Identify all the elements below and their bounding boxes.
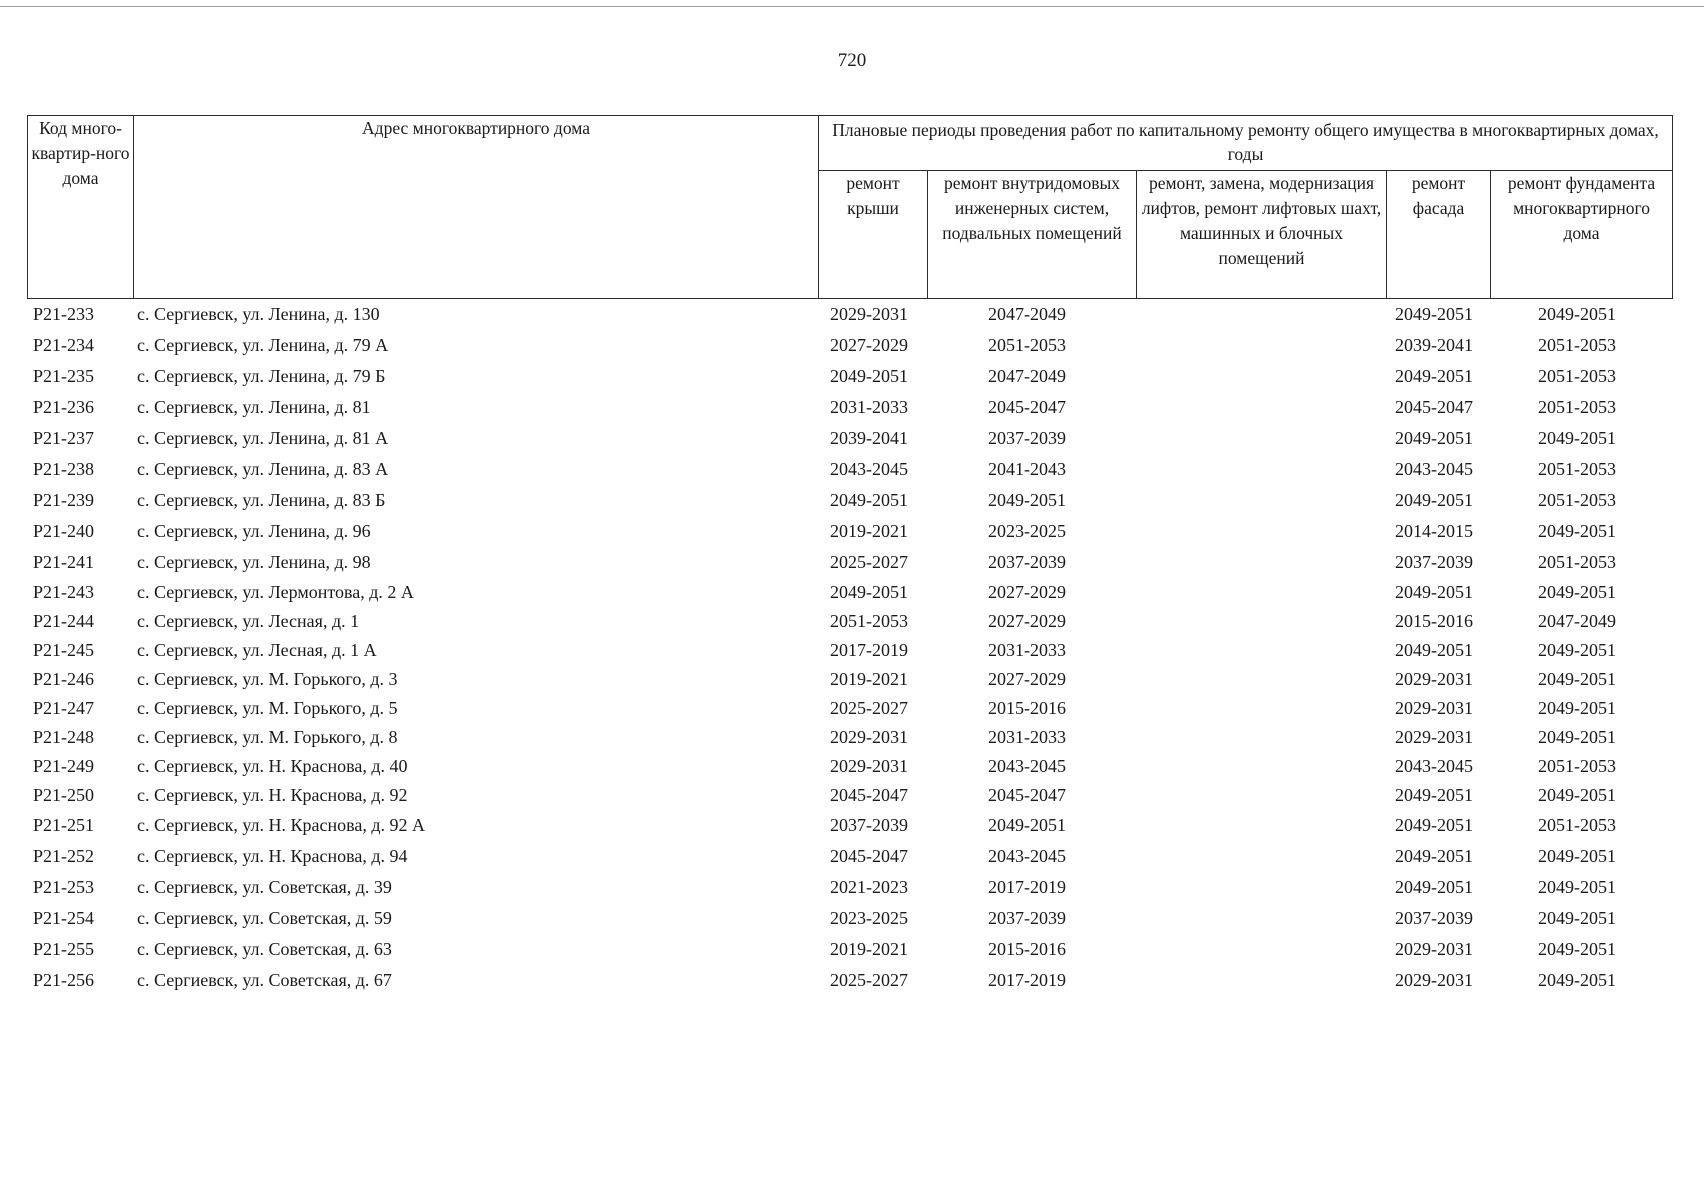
- page-number: 720: [837, 50, 867, 71]
- cell-foundation: 2051-2053: [1538, 366, 1616, 386]
- cell-roof: 2029-2031: [830, 756, 908, 776]
- table-row: [0, 423, 1704, 453]
- cell-facade: 2045-2047: [1395, 397, 1473, 417]
- cell-address: с. Сергиевск, ул. Ленина, д. 79 Б: [137, 366, 386, 386]
- cell-foundation: 2049-2051: [1538, 970, 1616, 990]
- cell-facade: 2049-2051: [1395, 366, 1473, 386]
- cell-address: с. Сергиевск, ул. Ленина, д. 130: [137, 304, 380, 324]
- cell-foundation: 2049-2051: [1538, 908, 1616, 928]
- cell-code: Р21-248: [33, 727, 95, 747]
- cell-roof: 2025-2027: [830, 698, 908, 718]
- cell-address: с. Сергиевск, ул. Н. Краснова, д. 94: [137, 846, 408, 866]
- cell-roof: 2029-2031: [830, 727, 908, 747]
- cell-engineering: 2047-2049: [988, 304, 1066, 324]
- cell-foundation: 2051-2053: [1538, 756, 1616, 776]
- cell-roof: 2045-2047: [830, 846, 908, 866]
- cell-foundation: 2049-2051: [1538, 785, 1616, 805]
- table-row: [0, 810, 1704, 840]
- table-row: [0, 722, 1704, 752]
- table-row: [0, 965, 1704, 995]
- cell-foundation: 2049-2051: [1538, 698, 1616, 718]
- cell-foundation: 2051-2053: [1538, 815, 1616, 835]
- cell-code: Р21-249: [33, 756, 95, 776]
- cell-address: с. Сергиевск, ул. Ленина, д. 98: [137, 552, 371, 572]
- cell-facade: 2049-2051: [1395, 428, 1473, 448]
- cell-foundation: 2049-2051: [1538, 846, 1616, 866]
- cell-engineering: 2037-2039: [988, 552, 1066, 572]
- table-row: [0, 392, 1704, 422]
- cell-roof: 2049-2051: [830, 490, 908, 510]
- header-lifts: ремонт, замена, модернизация лифтов, ремонт лифтовых шахт, машинных и блочных помещений: [1137, 171, 1387, 299]
- cell-facade: 2037-2039: [1395, 552, 1473, 572]
- table-row: [0, 872, 1704, 902]
- table-row: [0, 547, 1704, 577]
- cell-facade: 2029-2031: [1395, 727, 1473, 747]
- cell-address: с. Сергиевск, ул. Ленина, д. 83 Б: [137, 490, 386, 510]
- table-row: [0, 635, 1704, 665]
- header-group-periods: Плановые периоды проведения работ по капитальному ремонту общего имущества в многоквартирных домах, годы: [819, 116, 1673, 171]
- cell-code: Р21-253: [33, 877, 95, 897]
- cell-engineering: 2043-2045: [988, 846, 1066, 866]
- cell-engineering: 2027-2029: [988, 669, 1066, 689]
- table-row: [0, 780, 1704, 810]
- header-engineering: ремонт внутридомовых инженерных систем, подвальных помещений: [928, 171, 1137, 299]
- cell-roof: 2049-2051: [830, 366, 908, 386]
- cell-code: Р21-255: [33, 939, 95, 959]
- cell-engineering: 2045-2047: [988, 397, 1066, 417]
- table-row: [0, 903, 1704, 933]
- cell-code: Р21-246: [33, 669, 95, 689]
- cell-code: Р21-252: [33, 846, 95, 866]
- cell-address: с. Сергиевск, ул. Советская, д. 63: [137, 939, 392, 959]
- cell-address: с. Сергиевск, ул. Ленина, д. 96: [137, 521, 371, 541]
- cell-engineering: 2047-2049: [988, 366, 1066, 386]
- cell-engineering: 2027-2029: [988, 582, 1066, 602]
- cell-code: Р21-239: [33, 490, 95, 510]
- cell-address: с. Сергиевск, ул. М. Горького, д. 5: [137, 698, 398, 718]
- cell-engineering: 2015-2016: [988, 698, 1066, 718]
- cell-facade: 2039-2041: [1395, 335, 1473, 355]
- cell-engineering: 2037-2039: [988, 908, 1066, 928]
- cell-roof: 2049-2051: [830, 582, 908, 602]
- cell-foundation: 2051-2053: [1538, 459, 1616, 479]
- cell-roof: 2017-2019: [830, 640, 908, 660]
- cell-foundation: 2047-2049: [1538, 611, 1616, 631]
- cell-roof: 2025-2027: [830, 552, 908, 572]
- cell-facade: 2014-2015: [1395, 521, 1473, 541]
- cell-code: Р21-247: [33, 698, 95, 718]
- cell-foundation: 2051-2053: [1538, 397, 1616, 417]
- cell-address: с. Сергиевск, ул. Советская, д. 67: [137, 970, 392, 990]
- cell-foundation: 2049-2051: [1538, 640, 1616, 660]
- cell-code: Р21-236: [33, 397, 95, 417]
- cell-roof: 2019-2021: [830, 521, 908, 541]
- cell-code: Р21-241: [33, 552, 95, 572]
- cell-address: с. Сергиевск, ул. Н. Краснова, д. 92 А: [137, 815, 426, 835]
- cell-engineering: 2049-2051: [988, 490, 1066, 510]
- cell-code: Р21-256: [33, 970, 95, 990]
- cell-facade: 2049-2051: [1395, 304, 1473, 324]
- cell-code: Р21-250: [33, 785, 95, 805]
- cell-address: с. Сергиевск, ул. Лермонтова, д. 2 А: [137, 582, 414, 602]
- cell-facade: 2029-2031: [1395, 939, 1473, 959]
- table-row: [0, 454, 1704, 484]
- table-row: [0, 299, 1704, 329]
- cell-facade: 2029-2031: [1395, 669, 1473, 689]
- cell-code: Р21-245: [33, 640, 95, 660]
- cell-code: Р21-234: [33, 335, 95, 355]
- cell-address: с. Сергиевск, ул. Ленина, д. 79 А: [137, 335, 389, 355]
- cell-roof: 2021-2023: [830, 877, 908, 897]
- cell-address: с. Сергиевск, ул. Советская, д. 39: [137, 877, 392, 897]
- cell-roof: 2037-2039: [830, 815, 908, 835]
- table-row: [0, 606, 1704, 636]
- cell-address: с. Сергиевск, ул. Ленина, д. 83 А: [137, 459, 389, 479]
- cell-facade: 2037-2039: [1395, 908, 1473, 928]
- cell-code: Р21-237: [33, 428, 95, 448]
- cell-address: с. Сергиевск, ул. Советская, д. 59: [137, 908, 392, 928]
- cell-engineering: 2043-2045: [988, 756, 1066, 776]
- cell-roof: 2051-2053: [830, 611, 908, 631]
- cell-roof: 2039-2041: [830, 428, 908, 448]
- cell-facade: 2049-2051: [1395, 490, 1473, 510]
- top-scan-line: [0, 6, 1704, 7]
- cell-foundation: 2049-2051: [1538, 582, 1616, 602]
- cell-code: Р21-235: [33, 366, 95, 386]
- cell-foundation: 2051-2053: [1538, 335, 1616, 355]
- cell-facade: 2029-2031: [1395, 970, 1473, 990]
- cell-roof: 2031-2033: [830, 397, 908, 417]
- cell-engineering: 2031-2033: [988, 727, 1066, 747]
- cell-foundation: 2049-2051: [1538, 669, 1616, 689]
- cell-address: с. Сергиевск, ул. Ленина, д. 81 А: [137, 428, 389, 448]
- cell-address: с. Сергиевск, ул. Н. Краснова, д. 92: [137, 785, 408, 805]
- cell-engineering: 2051-2053: [988, 335, 1066, 355]
- cell-facade: 2049-2051: [1395, 877, 1473, 897]
- cell-address: с. Сергиевск, ул. М. Горького, д. 8: [137, 727, 398, 747]
- table-row: [0, 751, 1704, 781]
- header-foundation: ремонт фундамента многоквартирного дома: [1491, 171, 1673, 299]
- table-row: [0, 841, 1704, 871]
- cell-facade: 2043-2045: [1395, 756, 1473, 776]
- cell-roof: 2025-2027: [830, 970, 908, 990]
- cell-facade: 2049-2051: [1395, 815, 1473, 835]
- cell-address: с. Сергиевск, ул. Ленина, д. 81: [137, 397, 371, 417]
- cell-code: Р21-233: [33, 304, 95, 324]
- cell-code: Р21-244: [33, 611, 95, 631]
- cell-foundation: 2051-2053: [1538, 552, 1616, 572]
- header-code: Код много-квартир-ного дома: [28, 116, 134, 299]
- cell-foundation: 2049-2051: [1538, 428, 1616, 448]
- cell-roof: 2045-2047: [830, 785, 908, 805]
- cell-code: Р21-251: [33, 815, 95, 835]
- cell-code: Р21-240: [33, 521, 95, 541]
- cell-code: Р21-243: [33, 582, 95, 602]
- cell-engineering: 2049-2051: [988, 815, 1066, 835]
- cell-roof: 2023-2025: [830, 908, 908, 928]
- cell-engineering: 2017-2019: [988, 877, 1066, 897]
- cell-address: с. Сергиевск, ул. Лесная, д. 1: [137, 611, 360, 631]
- cell-roof: 2029-2031: [830, 304, 908, 324]
- table-header: [27, 115, 1673, 299]
- cell-foundation: 2049-2051: [1538, 877, 1616, 897]
- cell-facade: 2029-2031: [1395, 698, 1473, 718]
- cell-engineering: 2031-2033: [988, 640, 1066, 660]
- cell-facade: 2049-2051: [1395, 785, 1473, 805]
- cell-roof: 2043-2045: [830, 459, 908, 479]
- cell-foundation: 2049-2051: [1538, 939, 1616, 959]
- cell-engineering: 2037-2039: [988, 428, 1066, 448]
- cell-engineering: 2045-2047: [988, 785, 1066, 805]
- cell-facade: 2049-2051: [1395, 640, 1473, 660]
- table-row: [0, 361, 1704, 391]
- table-row: [0, 693, 1704, 723]
- cell-engineering: 2017-2019: [988, 970, 1066, 990]
- cell-code: Р21-238: [33, 459, 95, 479]
- header-address: Адрес многоквартирного дома: [134, 116, 819, 299]
- table-row: [0, 934, 1704, 964]
- cell-foundation: 2051-2053: [1538, 490, 1616, 510]
- table-row: [0, 330, 1704, 360]
- cell-foundation: 2049-2051: [1538, 521, 1616, 541]
- cell-engineering: 2023-2025: [988, 521, 1066, 541]
- table-row: [0, 485, 1704, 515]
- cell-address: с. Сергиевск, ул. Н. Краснова, д. 40: [137, 756, 408, 776]
- header-roof: ремонт крыши: [819, 171, 928, 299]
- cell-address: с. Сергиевск, ул. Лесная, д. 1 А: [137, 640, 377, 660]
- cell-facade: 2049-2051: [1395, 846, 1473, 866]
- cell-facade: 2015-2016: [1395, 611, 1473, 631]
- header-facade: ремонт фасада: [1387, 171, 1491, 299]
- cell-facade: 2043-2045: [1395, 459, 1473, 479]
- cell-foundation: 2049-2051: [1538, 304, 1616, 324]
- table-row: [0, 664, 1704, 694]
- table-row: [0, 516, 1704, 546]
- cell-foundation: 2049-2051: [1538, 727, 1616, 747]
- cell-facade: 2049-2051: [1395, 582, 1473, 602]
- cell-engineering: 2041-2043: [988, 459, 1066, 479]
- table-row: [0, 577, 1704, 607]
- cell-code: Р21-254: [33, 908, 95, 928]
- cell-roof: 2019-2021: [830, 669, 908, 689]
- cell-engineering: 2027-2029: [988, 611, 1066, 631]
- cell-roof: 2027-2029: [830, 335, 908, 355]
- cell-address: с. Сергиевск, ул. М. Горького, д. 3: [137, 669, 398, 689]
- cell-roof: 2019-2021: [830, 939, 908, 959]
- cell-engineering: 2015-2016: [988, 939, 1066, 959]
